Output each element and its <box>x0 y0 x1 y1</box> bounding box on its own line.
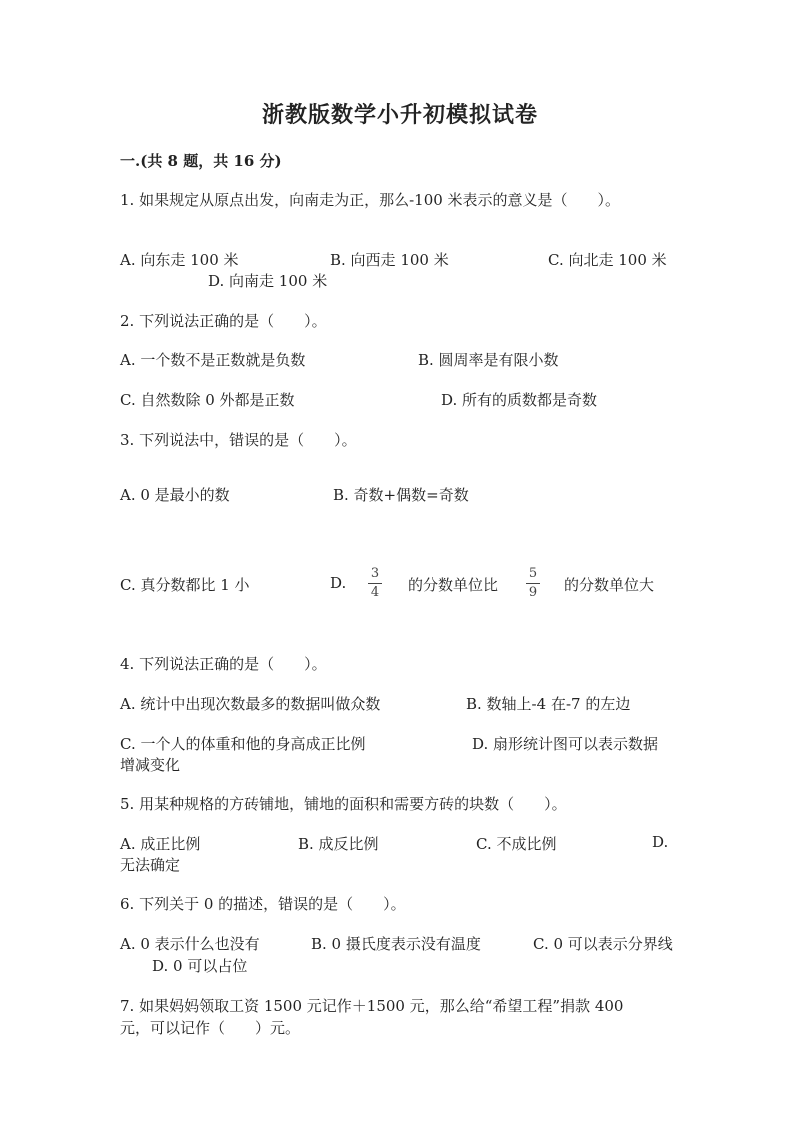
page-title: 浙教版数学小升初模拟试卷 <box>261 102 538 128</box>
question-4-option-a: A. 统计中出现次数最多的数据叫做众数 <box>120 695 381 713</box>
question-5-option-d: D. <box>652 833 669 851</box>
question-1-option-d: D. 向南走 100 米 <box>208 272 328 290</box>
question-1-option-b: B. 向西走 100 米 <box>330 251 449 269</box>
question-5-option-b: B. 成反比例 <box>298 835 379 853</box>
question-4-option-b: B. 数轴上-4 在-7 的左边 <box>466 695 631 713</box>
question-7-stem-continued: 元，可以记作（ ）元。 <box>120 1019 301 1037</box>
question-2-option-b: B. 圆周率是有限小数 <box>418 351 559 369</box>
question-4-option-d-continued: 增减变化 <box>120 756 181 774</box>
question-4-option-d: D. 扇形统计图可以表示数据 <box>472 735 659 753</box>
question-2-option-c: C. 自然数除 0 外都是正数 <box>120 391 295 409</box>
question-2-stem: 2. 下列说法正确的是（ ）。 <box>120 312 327 330</box>
fraction-five-ninths <box>524 567 542 600</box>
question-3-option-b: B. 奇数+偶数=奇数 <box>333 486 469 504</box>
question-3-stem: 3. 下列说法中，错误的是（ ）。 <box>120 431 357 449</box>
question-5-option-c: C. 不成比例 <box>476 835 557 853</box>
fraction-three-quarters <box>366 567 384 600</box>
question-1-stem: 1. 如果规定从原点出发，向南走为正，那么-100 米表示的意义是（ ）。 <box>120 191 621 209</box>
question-6-option-a: A. 0 表示什么也没有 <box>120 935 260 953</box>
question-1-option-a: A. 向东走 100 米 <box>120 251 239 269</box>
question-2-option-a: A. 一个数不是正数就是负数 <box>120 351 306 369</box>
question-7-stem: 7. 如果妈妈领取工资 1500 元记作＋1500 元，那么给“希望工程”捐款 400 <box>120 997 624 1015</box>
fraction-denominator: 4 <box>370 585 380 600</box>
fraction-bar <box>526 583 540 584</box>
question-3-option-d-suffix: 的分数单位大 <box>564 576 655 594</box>
fraction-bar <box>368 583 382 584</box>
question-6-option-c: C. 0 可以表示分界线 <box>533 935 673 953</box>
fraction-numerator: 5 <box>528 566 538 581</box>
question-4-stem: 4. 下列说法正确的是（ ）。 <box>120 655 327 673</box>
question-3-option-d-label: D. <box>330 574 347 592</box>
question-3-option-d-middle: 的分数单位比 <box>408 576 499 594</box>
question-5-option-a: A. 成正比例 <box>120 835 201 853</box>
question-3-option-c: C. 真分数都比 1 小 <box>120 576 250 594</box>
question-5-option-d-continued: 无法确定 <box>120 856 181 874</box>
question-6-option-b: B. 0 摄氏度表示没有温度 <box>311 935 481 953</box>
question-1-option-c: C. 向北走 100 米 <box>548 251 667 269</box>
fraction-numerator: 3 <box>370 566 380 581</box>
question-2-option-d: D. 所有的质数都是奇数 <box>441 391 598 409</box>
question-3-option-a: A. 0 是最小的数 <box>120 486 230 504</box>
question-6-option-d: D. 0 可以占位 <box>152 957 248 975</box>
fraction-denominator: 9 <box>528 585 538 600</box>
question-6-stem: 6. 下列关于 0 的描述，错误的是（ ）。 <box>120 895 406 913</box>
question-4-option-c: C. 一个人的体重和他的身高成正比例 <box>120 735 366 753</box>
question-5-stem: 5. 用某种规格的方砖铺地，铺地的面积和需要方砖的块数（ ）。 <box>120 795 567 813</box>
section-heading: 一.(共 8 题，共 16 分) <box>120 152 282 170</box>
